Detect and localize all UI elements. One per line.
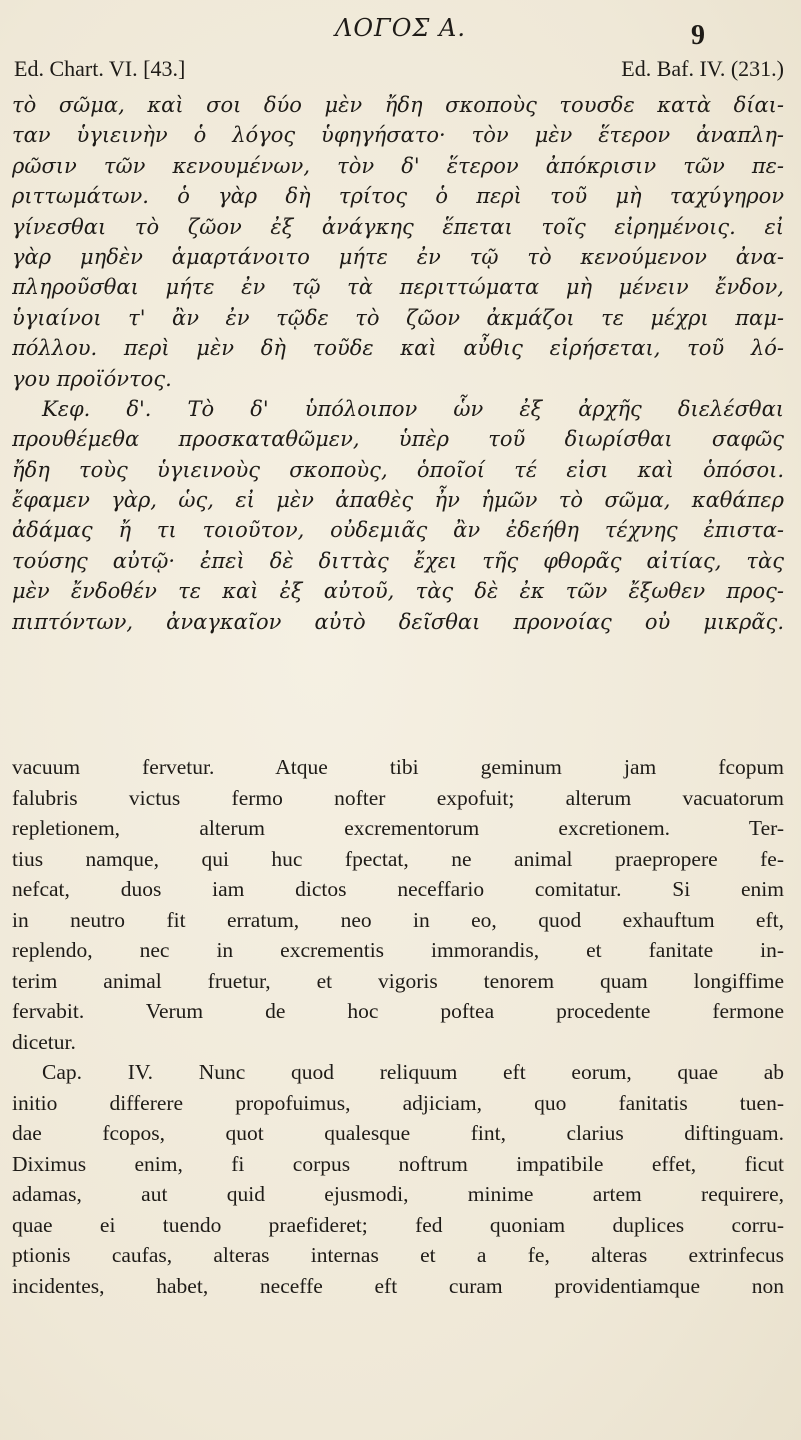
latin-line: ptionis caufas, alteras internas et a fe, alteras extrinfecus [12, 1243, 784, 1267]
latin-line: vacuum fervetur. Atque tibi geminum jam fcopum [12, 755, 784, 779]
edition-reference-line [14, 56, 784, 86]
greek-line: γὰρ μηδὲν ἁμαρτάνοιτο μήτε ἐν τῷ τὸ κενούμενον ἀνα- [12, 244, 784, 269]
running-title: ΛΟΓΟΣ Α. [335, 14, 466, 42]
greek-line: ριττωμάτων. ὁ γὰρ δὴ τρίτος ὁ περὶ τοῦ μὴ ταχύγηρον [12, 184, 784, 209]
latin-line: adamas, aut quid ejusmodi, minime artem requirere, [12, 1182, 784, 1206]
page-number: 9 [691, 20, 705, 51]
latin-line: in neutro fit erratum, neo in eo, quod exhauftum eft, [12, 907, 784, 932]
greek-line: τούσης αὐτῷ· ἐπεὶ δὲ διττὰς ἔχει τῆς φθορᾶς αἰτίας, τὰς [12, 548, 784, 573]
latin-text-block [12, 752, 784, 1301]
greek-chapter-heading-line: Κεφ. δ'. Τὸ δ' ὑπόλοιπον ὧν ἐξ ἀρχῆς διελέσθαι [42, 396, 784, 421]
latin-line: Diximus enim, fi corpus noftrum impatibile effet, ficut [12, 1151, 784, 1176]
latin-line: replendo, nec in excrementis immorandis, et fanitate in- [12, 938, 784, 962]
latin-chapter-heading-line: Cap. IV. Nunc quod reliquum eft eorum, quae ab [42, 1060, 784, 1084]
edition-reference-basel: Ed. Baf. IV. (231.) [621, 56, 784, 81]
edition-reference-chartier: Ed. Chart. VI. [43.] [14, 56, 186, 81]
greek-line: τὸ σῶμα, καὶ σοι δύο μὲν ἤδη σκοποὺς τουσδε κατὰ δίαι- [12, 93, 784, 117]
greek-line: πληροῦσθαι μήτε ἐν τῷ τὰ περιττώματα μὴ μένειν ἔνδον, [12, 275, 784, 300]
greek-line: ὑγιαίνοι τ' ἂν ἐν τῷδε τὸ ζῶον ἀκμάζοι τε μέχρι παμ- [12, 305, 784, 330]
latin-line: tius namque, qui huc fpectat, ne animal praepropere fe- [12, 846, 784, 871]
greek-line: γίνεσθαι τὸ ζῶον ἐξ ἀνάγκης ἕπεται τοῖς εἰρημένοις. εἰ [12, 214, 784, 239]
greek-line: ἤδη τοὺς ὑγιεινοὺς σκοποὺς, ὁποῖοί τέ εἰσι καὶ ὁπόσοι. [12, 457, 784, 482]
latin-line: terim animal fruetur, et vigoris tenorem quam longiffime [12, 968, 784, 993]
greek-text-block [12, 90, 784, 637]
greek-line: πόλλου. περὶ μὲν δὴ τοῦδε καὶ αὖθις εἰρήσεται, τοῦ λό- [12, 336, 784, 361]
greek-line: προυθέμεθα προσκαταθῶμεν, ὑπὲρ τοῦ διωρίσθαι σαφῶς [12, 427, 784, 452]
greek-line: ταν ὑγιεινὴν ὁ λόγος ὑφηγήσατο· τὸν μὲν ἕτερον ἀναπλη- [12, 123, 784, 148]
greek-line: πιπτόντων, ἀναγκαῖον αὐτὸ δεῖσθαι προνοίας οὐ μικρᾶς. [12, 609, 784, 634]
greek-line: μὲν ἔνδοθέν τε καὶ ἐξ αὐτοῦ, τὰς δὲ ἐκ τῶν ἔξωθεν προς- [12, 579, 784, 604]
latin-line: dae fcopos, quot qualesque fint, clarius diftinguam. [12, 1121, 784, 1145]
running-head [0, 8, 801, 51]
latin-line: fervabit. Verum de hoc poftea procedente fermone [12, 999, 784, 1023]
greek-line: ἔφαμεν γὰρ, ὡς, εἰ μὲν ἀπαθὲς ἦν ἡμῶν τὸ σῶμα, καθάπερ [12, 488, 784, 513]
latin-line: incidentes, habet, neceffe eft curam providentiamque non [12, 1273, 784, 1298]
greek-line: ρῶσιν τῶν κενουμένων, τὸν δ' ἕτερον ἀπόκρισιν τῶν πε- [12, 153, 784, 178]
latin-line: quae ei tuendo praefideret; fed quoniam duplices corru- [12, 1212, 784, 1237]
latin-line: dicetur. [12, 1029, 76, 1054]
latin-line: falubris victus fermo nofter expofuit; alterum vacuatorum [12, 785, 784, 810]
greek-line: γου προϊόντος. [12, 366, 172, 391]
latin-line: repletionem, alterum excrementorum excretionem. Ter- [12, 816, 784, 840]
latin-line: initio differere propofuimus, adjiciam, quo fanitatis tuen- [12, 1090, 784, 1115]
latin-line: nefcat, duos iam dictos neceffario comitatur. Si enim [12, 877, 784, 901]
greek-line: ἀδάμας ἤ τι τοιοῦτον, οὐδεμιᾶς ἂν ἐδεήθη τέχνης ἐπιστα- [12, 518, 784, 543]
